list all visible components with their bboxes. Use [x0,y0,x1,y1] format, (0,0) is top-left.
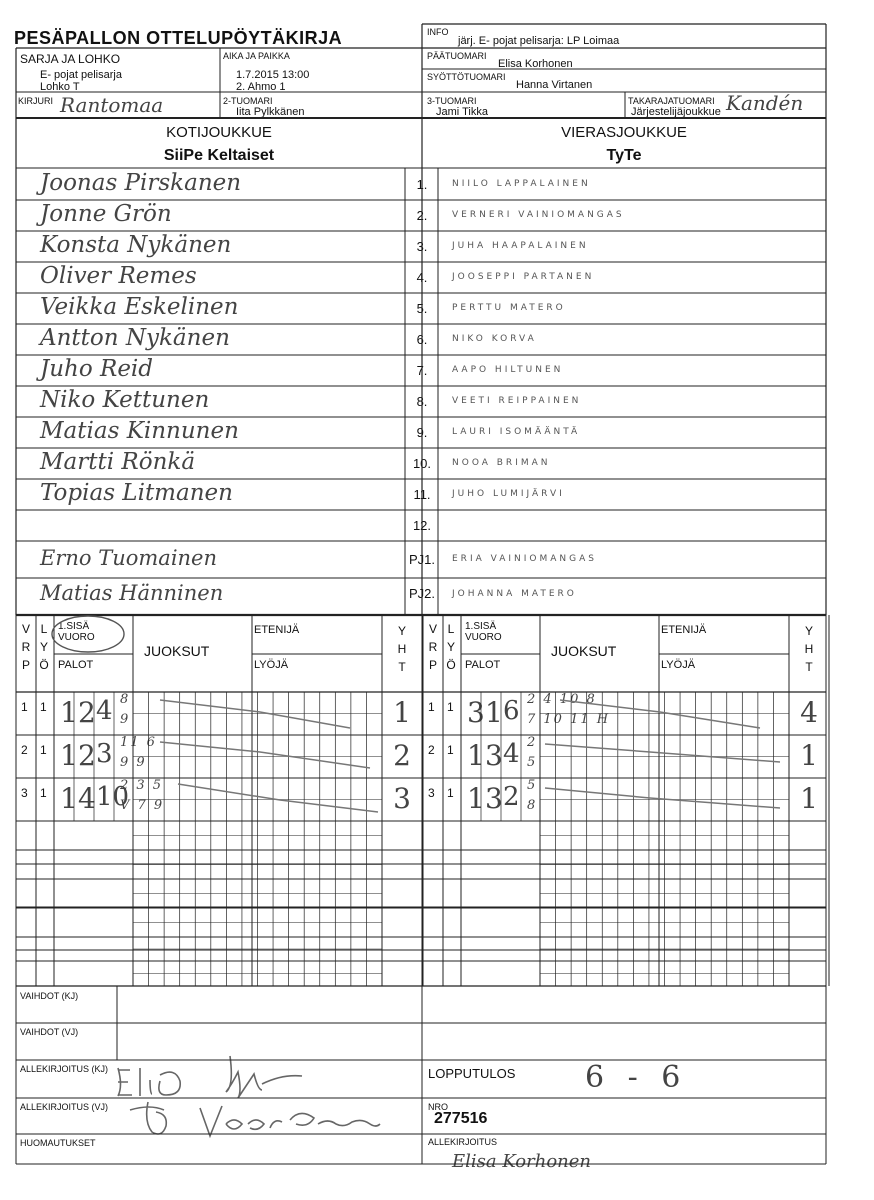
home-player-name: Konsta Nykänen [40,232,232,258]
inning-total: 3 [393,782,411,815]
inning-runs-top: 2 [527,735,538,750]
inning-palot-3: 3 [96,739,113,769]
vuoro-header: VUORO [58,632,95,643]
home-team-name: SiiPe Keltaiset [163,147,275,164]
allekirjoitus-label: ALLEKIRJOITUS [428,1137,498,1147]
etenija-header: ETENIJÄ [661,624,707,636]
home-player-name: Joonas Pirskanen [40,170,242,196]
info-label: INFO [427,27,449,37]
inning-total: 1 [393,696,411,729]
ly-header-letter: L [447,622,455,636]
home-player-name: Niko Kettunen [40,387,210,413]
home-player-name: Veikka Eskelinen [40,294,239,320]
away-team-label: VIERASJOUKKUE [561,124,687,141]
tuomari3-label: 3-TUOMARI [427,96,477,106]
player-number: 11. [413,487,431,502]
lopputulos-label: LOPPUTULOS [428,1066,516,1081]
vrp-header-letter: P [428,658,437,672]
inning-ly: 1 [447,700,454,714]
nro-label: NRO [428,1102,448,1112]
run-strike-line [545,744,780,762]
player-number: 5. [416,301,428,316]
inning-total: 4 [800,696,818,729]
home-team-label: KOTIJOUKKUE [166,124,272,141]
sisa-header: 1.SISÄ [58,621,90,632]
ly-header-letter: Ö [39,658,49,672]
ly-header-letter: Ö [446,658,456,672]
player-number: 4. [416,270,428,285]
allekirjoitus-kj-label: ALLEKIRJOITUS (KJ) [20,1064,109,1074]
syottotuomari-label: SYÖTTÖTUOMARI [427,72,506,82]
inning-runs-top: 8 [120,692,131,707]
player-number: 7. [416,363,428,378]
ly-header-letter: Y [39,640,48,654]
inning-vrp: 3 [428,786,435,800]
player-number: PJ1. [408,552,435,567]
kirjuri-value: Rantomaa [60,93,164,117]
tuomari3-value: Jami Tikka [436,106,488,118]
etenija-header: ETENIJÄ [254,624,300,636]
palot-header: PALOT [58,659,94,671]
inning-vrp: 2 [21,743,28,757]
ly-header-letter: L [40,622,48,636]
aika-value-2: 2. Ahmo 1 [236,81,286,93]
away-player-name: NIILO LAPPALAINEN [452,179,591,189]
inning-palot-2: 3 [485,782,503,815]
run-strike-line [560,700,760,728]
vaihdot-kj-label: VAIHDOT (KJ) [20,991,79,1001]
run-strike-line [160,700,350,728]
away-player-name: NOOA BRIMAN [452,458,551,468]
player-number: 8. [416,394,428,409]
inning-vrp: 1 [21,700,28,714]
yht-header-letter: T [398,660,406,674]
away-player-name: VEETI REIPPAINEN [452,396,582,406]
inning-total: 1 [800,782,818,815]
player-number: 2. [416,208,428,223]
tuomari2-value: Iita Pylkkänen [236,106,305,118]
sarja-value-1: E- pojat pelisarja [40,69,122,81]
away-player-name: JOHANNA MATERO [452,589,577,599]
home-player-name: Topias Litmanen [40,480,233,506]
aika-value-1: 1.7.2015 13:00 [236,69,310,81]
inning-vrp: 2 [428,743,435,757]
inning-palot-2: 2 [78,696,96,729]
inning-palot-1: 1 [60,696,78,729]
juoksut-header: JUOKSUT [144,643,210,659]
away-player-name: JUHA HAAPALAINEN [452,241,589,251]
lyoja-header: LYÖJÄ [254,659,289,671]
home-player-name: Antton Nykänen [40,325,230,351]
inning-palot-1: 1 [467,739,485,772]
away-player-name: PERTTU MATERO [452,303,566,313]
inning-palot-2: 1 [485,696,503,729]
sarja-value-2: Lohko T [40,81,80,93]
yht-header-letter: H [397,642,407,656]
circled-first-inning [52,616,124,652]
inning-runs-top: 2 3 5 [120,778,164,793]
yht-header-letter: Y [397,624,406,638]
yht-header-letter: H [804,642,814,656]
home-player-name: Erno Tuomainen [40,546,218,570]
inning-ly: 1 [447,743,454,757]
inning-palot-1: 3 [467,696,485,729]
kirjuri-label: KIRJURI [18,96,54,106]
takaraja-sub: Järjestelijäjoukkue [631,106,721,118]
yht-header-letter: T [805,660,813,674]
away-player-name: LAURI ISOMÄÄNTÄ [452,427,581,437]
huomautukset-label: HUOMAUTUKSET [20,1138,96,1148]
inning-runs-top: 11 6 [120,735,157,750]
info-value: järj. E- pojat pelisarja: LP Loimaa [458,35,620,47]
player-number: 1. [416,177,428,192]
player-number: 3. [416,239,428,254]
inning-runs-top: 5 [527,778,538,793]
away-team-name: TyTe [606,147,642,164]
home-player-name: Martti Rönkä [40,449,196,475]
inning-total: 2 [393,739,411,772]
player-number: 9. [416,425,428,440]
inning-vrp: 1 [428,700,435,714]
vrp-header-letter: V [428,622,437,636]
run-strike-line [178,784,378,812]
lopputulos-value: 6 - 6 [585,1060,681,1095]
vaihdot-vj-label: VAIHDOT (VJ) [20,1027,79,1037]
player-number: 6. [416,332,428,347]
paatuomari-label: PÄÄTUOMARI [427,51,487,61]
juoksut-header: JUOKSUT [551,643,617,659]
home-player-name: Matias Kinnunen [40,418,239,444]
inning-palot-3: 10 [96,782,130,812]
inning-palot-3: 2 [503,782,520,812]
ly-header-letter: Y [446,640,455,654]
inning-palot-2: 4 [78,782,96,815]
inning-palot-3: 4 [96,696,113,726]
inning-runs-bottom: 9 [120,712,131,727]
inning-runs-bottom: 7 10 11 H [527,712,611,727]
tuomari2-label: 2-TUOMARI [223,96,273,106]
inning-ly: 1 [447,786,454,800]
inning-palot-1: 1 [60,782,78,815]
paatuomari-value: Elisa Korhonen [498,58,573,70]
player-number: PJ2. [408,586,435,601]
syottotuomari-value: Hanna Virtanen [516,79,593,91]
inning-total: 1 [800,739,818,772]
vrp-header-letter: R [21,640,31,654]
takaraja-label: TAKARAJATUOMARI [628,96,715,106]
inning-palot-2: 3 [485,739,503,772]
sisa-header: 1.SISÄ [465,621,497,632]
home-player-name: Jonne Grön [40,201,172,227]
takaraja-value: Kandén [726,91,804,115]
sarja-label: SARJA JA LOHKO [20,52,121,66]
home-player-name: Matias Hänninen [40,581,224,605]
inning-palot-2: 2 [78,739,96,772]
inning-vrp: 3 [21,786,28,800]
inning-ly: 1 [40,700,47,714]
player-number: 10. [412,456,432,471]
away-player-name: JOOSEPPI PARTANEN [452,272,595,282]
away-player-name: JUHO LUMIJÄRVI [452,489,565,499]
inning-runs-bottom: 5 [527,755,538,770]
inning-ly: 1 [40,743,47,757]
away-player-name: NIKO KORVA [452,334,537,344]
allekirjoitus-vj-label: ALLEKIRJOITUS (VJ) [20,1102,109,1112]
allekirjoitus-value: Elisa Korhonen [452,1151,592,1172]
inning-palot-3: 6 [503,696,520,726]
vrp-header-letter: R [428,640,438,654]
player-number: 12. [412,518,432,533]
vrp-header-letter: V [21,622,30,636]
home-player-name: Oliver Remes [40,263,197,289]
palot-header: PALOT [465,659,501,671]
home-player-name: Juho Reid [40,356,154,382]
lyoja-header: LYÖJÄ [661,659,696,671]
away-player-name: VERNERI VAINIOMANGAS [452,210,625,220]
inning-palot-1: 1 [60,739,78,772]
inning-ly: 1 [40,786,47,800]
inning-runs-top: 2 4 10 8 [527,692,597,707]
yht-header-letter: Y [804,624,813,638]
away-player-name: AAPO HILTUNEN [452,365,564,375]
aika-label: AIKA JA PAIKKA [223,51,290,61]
run-strike-line [160,742,370,768]
vuoro-header: VUORO [465,632,502,643]
inning-runs-bottom: 9 9 [120,755,147,770]
inning-runs-bottom: 8 [527,798,538,813]
inning-palot-3: 4 [503,739,520,769]
away-player-name: ERIA VAINIOMANGAS [452,554,597,564]
nro-value: 277516 [434,1110,488,1127]
vrp-header-letter: P [21,658,30,672]
inning-palot-1: 1 [467,782,485,815]
page-title: PESÄPALLON OTTELUPÖYTÄKIRJA [14,28,343,48]
inning-runs-bottom: V 7 9 [120,798,165,813]
run-strike-line [545,788,780,808]
